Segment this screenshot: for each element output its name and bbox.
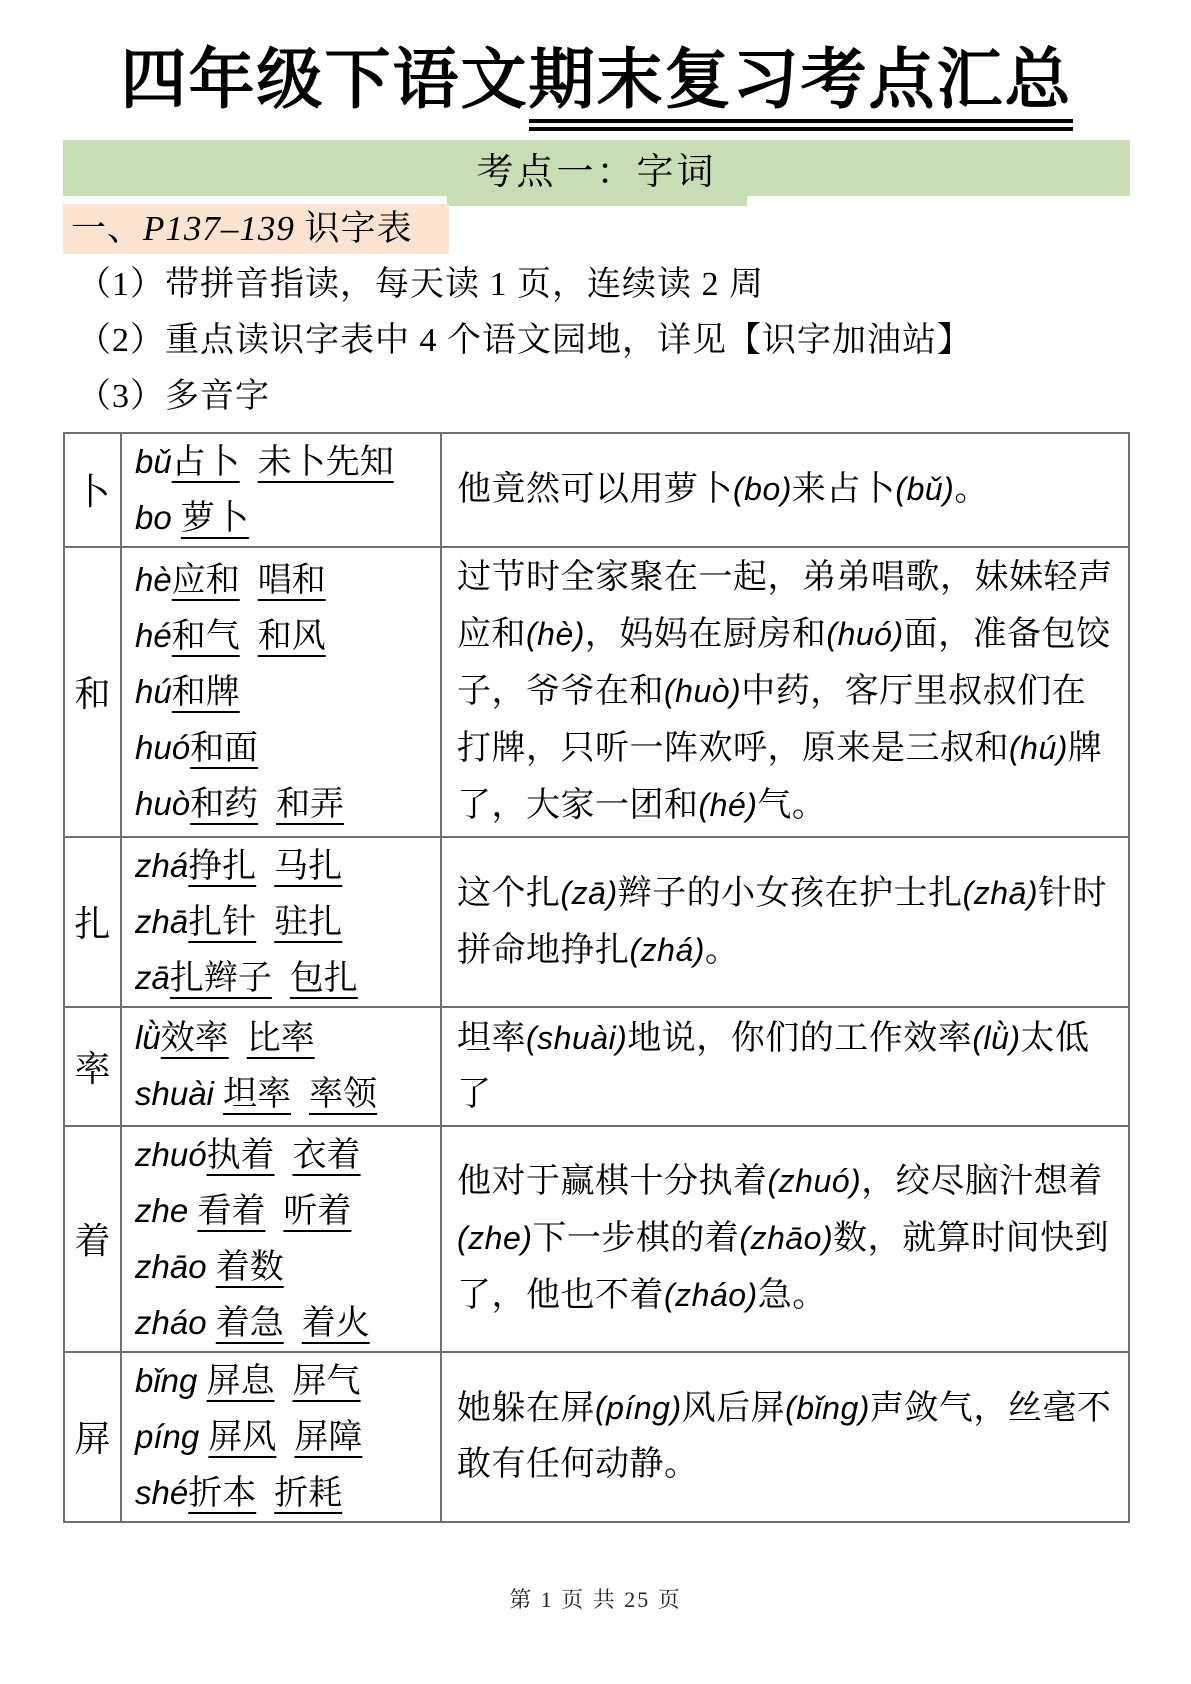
- sentence-text: 数，就算时间快到了，他也不着: [457, 1220, 1110, 1315]
- heading-page-ref: P137–139: [143, 208, 295, 248]
- example-word: 扎针: [188, 903, 257, 941]
- sentence-pinyin: (hè): [526, 615, 585, 652]
- reading-line: [135, 1239, 436, 1295]
- sentence-text: 风后屏: [681, 1390, 786, 1428]
- polyphone-character: 率: [64, 1007, 121, 1126]
- reading-line: [135, 1409, 436, 1465]
- polyphone-table: [63, 432, 1130, 1523]
- sentence-text: 急。: [757, 1277, 827, 1315]
- table-row: [64, 837, 1129, 1007]
- example-sentence: [441, 1126, 1129, 1352]
- sentence-pinyin: (zhuó): [767, 1163, 862, 1200]
- example-sentence: [441, 1007, 1129, 1126]
- sentence-text: 面，准备包饺子，爷爷在和: [457, 615, 1111, 710]
- sentence-text: 气。: [757, 786, 827, 824]
- pinyin-label: zhuó: [135, 1135, 207, 1173]
- table-row: [64, 1007, 1129, 1126]
- polyphone-character: 卜: [64, 433, 121, 547]
- example-word: 折本: [188, 1474, 257, 1512]
- example-word: 屏息: [206, 1362, 275, 1400]
- reading-line: [135, 1353, 436, 1409]
- example-word: 执着: [206, 1136, 275, 1174]
- example-word: 屏气: [292, 1362, 361, 1400]
- example-word: 和气: [171, 617, 240, 655]
- sentence-pinyin: (píng): [595, 1390, 682, 1427]
- example-word: 和面: [190, 729, 259, 767]
- pinyin-label: shé: [135, 1473, 189, 1511]
- instruction-item-2: （2）重点读识字表中 4 个语文园地，详见【识字加油站】: [77, 321, 972, 359]
- subsection-heading-highlight: [63, 204, 449, 254]
- example-word: 萝卜: [180, 499, 249, 537]
- example-word: 驻扎: [274, 903, 343, 941]
- sentence-pinyin: (huó): [826, 615, 904, 652]
- example-word: 包扎: [289, 959, 358, 997]
- sentence-text: 太低了: [457, 1019, 1090, 1113]
- sentence-pinyin: (zhā): [962, 874, 1039, 911]
- pinyin-label: zháo: [135, 1303, 216, 1341]
- instruction-item-1: （1）带拼音指读，每天读 1 页，连续读 2 周: [77, 265, 764, 303]
- sentence-text: 声敛气，丝毫不敢有任何动静。: [457, 1390, 1112, 1484]
- example-word: 着火: [301, 1304, 370, 1342]
- example-word: 和药: [190, 785, 259, 823]
- sentence-pinyin: (hú): [1009, 729, 1068, 766]
- sentence-pinyin: (bǔ): [895, 471, 955, 508]
- heading-suffix: 识字表: [294, 208, 413, 248]
- example-sentence: [441, 433, 1129, 547]
- polyphone-table-body: [64, 433, 1129, 1522]
- reading-line: [135, 434, 436, 490]
- sentence-pinyin: (huò): [664, 672, 742, 709]
- polyphone-character: 着: [64, 1126, 121, 1352]
- example-word: 看着: [197, 1192, 266, 1230]
- example-sentence: [441, 837, 1129, 1007]
- readings-cell: [121, 433, 441, 547]
- example-sentence: [441, 547, 1129, 837]
- sentence-text: 。: [704, 931, 740, 969]
- sentence-text: 这个扎: [457, 874, 561, 912]
- table-row: [64, 433, 1129, 547]
- reading-line: [135, 664, 436, 720]
- example-word: 未卜先知: [257, 443, 394, 481]
- reading-line: [135, 1127, 436, 1183]
- pinyin-label: lǜ: [135, 1019, 161, 1057]
- example-word: 和弄: [276, 785, 345, 823]
- example-word: 听着: [283, 1192, 352, 1230]
- readings-cell: [121, 1007, 441, 1126]
- sentence-text: 她躲在屏: [457, 1390, 595, 1428]
- pinyin-label: bǔ: [135, 442, 172, 480]
- sentence-text: 辫子的小女孩在护士扎: [617, 874, 963, 912]
- reading-line: [135, 950, 436, 1006]
- pinyin-label: zā: [135, 958, 170, 996]
- example-sentence: [441, 1352, 1129, 1522]
- pinyin-label: hú: [135, 672, 172, 710]
- instruction-item-3: （3）多音字: [77, 377, 270, 415]
- section-banner-text: 考点一：字词: [447, 140, 747, 206]
- polyphone-character: 扎: [64, 837, 121, 1007]
- sentence-pinyin: (lǜ): [972, 1019, 1021, 1056]
- sentence-text: 地说，你们的工作效率: [627, 1019, 973, 1057]
- heading-number: 一、: [71, 208, 144, 248]
- sentence-text: ，妈妈在厨房和: [584, 615, 827, 653]
- polyphone-character: 和: [64, 547, 121, 837]
- pinyin-label: bǐng: [135, 1361, 207, 1399]
- reading-line: [135, 894, 436, 950]
- readings-cell: [121, 1352, 441, 1522]
- pinyin-label: hé: [135, 616, 172, 654]
- reading-line: [135, 1183, 436, 1239]
- page-title-plain: 四年级下语文: [120, 44, 529, 117]
- reading-line: [135, 552, 436, 608]
- example-word: 效率: [160, 1020, 229, 1058]
- sentence-text: 来占卜: [791, 471, 896, 509]
- sentence-text: 中药，客厅里叔叔们在打牌，只听一阵欢呼，原来是三叔和: [457, 672, 1087, 767]
- reading-line: [135, 838, 436, 894]
- sentence-pinyin: (hé): [698, 786, 758, 823]
- example-word: 扎辫子: [169, 959, 272, 997]
- example-word: 挣扎: [188, 847, 257, 885]
- pinyin-label: huò: [135, 784, 191, 822]
- example-word: 马扎: [274, 847, 343, 885]
- reading-line: [135, 1066, 436, 1122]
- sentence-pinyin: (shuài): [526, 1019, 628, 1056]
- sentence-pinyin: (zā): [560, 874, 618, 911]
- example-word: 比率: [246, 1020, 315, 1058]
- pinyin-label: píng: [135, 1417, 209, 1455]
- example-word: 率领: [309, 1076, 378, 1114]
- readings-cell: [121, 1126, 441, 1352]
- example-word: 坦率: [223, 1076, 292, 1114]
- page-footer: 第 1 页 共 25 页: [509, 1587, 682, 1612]
- table-row: [64, 1352, 1129, 1522]
- example-word: 折耗: [274, 1474, 343, 1512]
- reading-line: [135, 776, 436, 832]
- reading-line: [135, 608, 436, 664]
- reading-line: [135, 1465, 436, 1521]
- sentence-text: 坦率: [457, 1019, 526, 1057]
- reading-line: [135, 490, 436, 546]
- pinyin-label: zhe: [135, 1191, 198, 1229]
- readings-cell: [121, 547, 441, 837]
- sentence-pinyin: (zhāo): [739, 1220, 834, 1257]
- pinyin-label: bo: [135, 498, 181, 536]
- sentence-text: 。: [954, 471, 989, 509]
- page-title-underlined: 期末复习考点汇总: [529, 44, 1073, 131]
- pinyin-label: shuài: [135, 1075, 224, 1113]
- instruction-list: [63, 264, 1130, 418]
- pinyin-label: zhā: [135, 902, 189, 940]
- sentence-text: 他竟然可以用萝卜: [457, 471, 733, 509]
- sentence-pinyin: (bo): [733, 471, 792, 508]
- pinyin-label: zhāo: [135, 1247, 216, 1285]
- example-word: 着数: [215, 1248, 284, 1286]
- sentence-pinyin: (zhe): [457, 1220, 533, 1257]
- subsection-heading: [63, 204, 1130, 254]
- reading-line: [135, 720, 436, 776]
- sentence-pinyin: (zháo): [664, 1277, 758, 1314]
- sentence-text: 牌了，大家一团和: [457, 729, 1103, 824]
- polyphone-character: 屏: [64, 1352, 121, 1522]
- example-word: 和风: [257, 617, 326, 655]
- sentence-text: 过节时全家聚在一起，弟弟唱歌，妹妹轻声应和: [457, 558, 1113, 653]
- example-word: 唱和: [257, 561, 326, 599]
- example-word: 衣着: [292, 1136, 361, 1174]
- example-word: 屏障: [294, 1418, 363, 1456]
- sentence-text: 针时拼命地挣扎: [457, 874, 1108, 969]
- sentence-pinyin: (zhá): [629, 931, 705, 968]
- section-banner: [63, 140, 1130, 196]
- table-row: [64, 1126, 1129, 1352]
- pinyin-label: huó: [135, 728, 191, 766]
- sentence-text: 下一步棋的着: [532, 1220, 740, 1258]
- example-word: 和牌: [171, 673, 240, 711]
- reading-line: [135, 1295, 436, 1351]
- example-word: 占卜: [171, 443, 240, 481]
- reading-line: [135, 1010, 436, 1066]
- pinyin-label: zhá: [135, 846, 189, 884]
- example-word: 屏风: [208, 1418, 277, 1456]
- sentence-text: 他对于赢棋十分执着: [457, 1163, 768, 1201]
- page-title: [63, 44, 1130, 118]
- table-row: [64, 547, 1129, 837]
- sentence-pinyin: (bǐng): [785, 1390, 870, 1427]
- sentence-text: ，绞尽脑汁想着: [861, 1163, 1103, 1201]
- pinyin-label: hè: [135, 560, 172, 598]
- readings-cell: [121, 837, 441, 1007]
- example-word: 着急: [215, 1304, 284, 1342]
- example-word: 应和: [171, 561, 240, 599]
